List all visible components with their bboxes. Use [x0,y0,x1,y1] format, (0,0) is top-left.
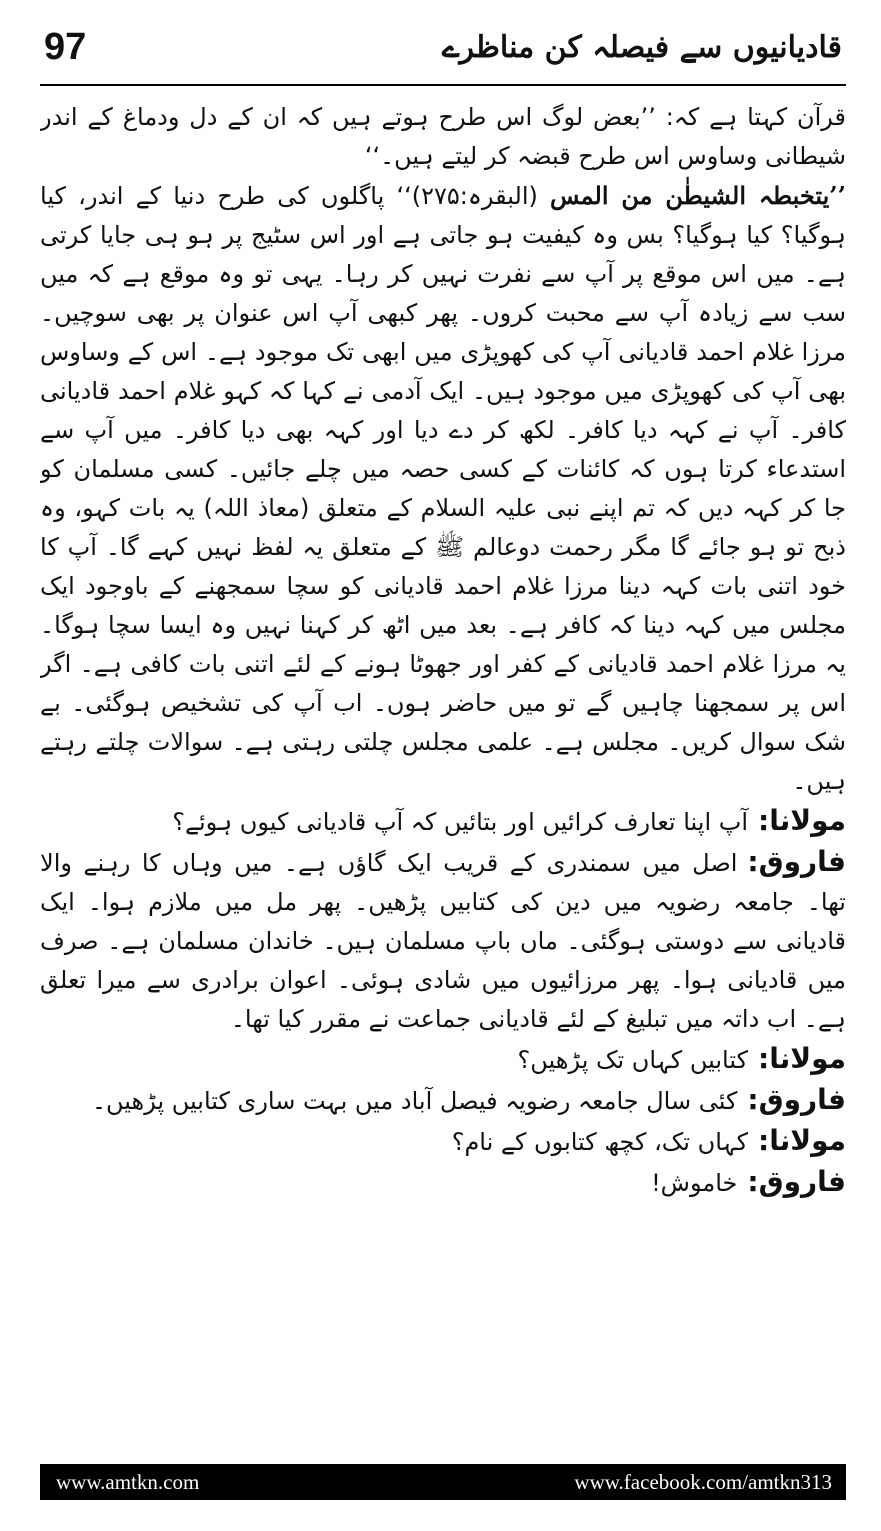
speaker-label: مولانا: [758,1042,846,1075]
dialogue-line [40,1121,846,1162]
dialogue-line [40,1162,846,1203]
dialogue-line [40,1080,846,1121]
page-body [40,98,846,1443]
dialogue-text: کئی سال جامعہ رضویہ فیصل آباد میں بہت ساری کتابیں پڑھیں۔ [91,1087,738,1115]
ayah-reference: (البقرہ:۲۷۵) [411,182,538,210]
speaker-label: فاروق: [747,845,846,878]
dialogue-line [40,801,846,842]
speaker-label: مولانا: [758,1124,846,1157]
dialogue-text: اصل میں سمندری کے قریب ایک گاؤں ہے۔ میں وہاں کا رہنے والا تھا۔ جامعہ رضویہ میں دین کی کتابیں پڑھیں۔ پھر مل میں ملازم ہوا۔ ایک قادیانی سے دوستی ہوگئی۔ ماں باپ مسلمان ہیں۔ خاندان مسلمان ہے۔ صرف میں قادیانی ہوا۔ پھر مرزائیوں میں شادی ہوئی۔ اعوان برادری سے میرا تعلق ہے۔ اب داتہ میں تبلیغ کے لئے قادیانی جماعت نے مقرر کیا تھا۔ [40,849,846,1033]
page-number: 97 [44,26,87,68]
footer-website-link[interactable]: www.amtkn.com [56,1470,200,1494]
running-title: قادیانیوں سے فیصلہ کن مناظرے [441,30,842,65]
paragraph-main-text: ‘‘ پاگلوں کی طرح دنیا کے اندر، کیا ہوگیا؟ کیا ہوگیا؟ بس وہ کیفیت ہو جاتی ہے اور اس سٹیج پر ہو ہی جایا کرتی ہے۔ میں اس موقع پر آپ سے نفرت نہیں کر رہا۔ یہی تو وہ موقع ہے کہ میں سب سے زیادہ آپ سے محبت کروں۔ پھر کبھی آپ اس عنوان پر بھی سوچیں۔ مرزا غلام احمد قادیانی آپ کی کھوپڑی میں ابھی تک موجود ہے۔ اس کے وساوس بھی آپ کی کھوپڑی میں موجود ہیں۔ ایک آدمی نے کہا کہ کہو غلام احمد قادیانی کافر۔ آپ نے کہہ دیا کافر۔ لکھ کر دے دیا اور کہہ بھی دیا کافر۔ میں آپ سے استدعاء کرتا ہوں کہ کائنات کے کسی حصہ میں چلے جائیں۔ کسی مسلمان کو جا کر کہہ دیں کہ تم اپنے نبی علیہ السلام کے متعلق (معاذ اللہ) یہ بات کہو، وہ ذبح تو ہو جائے گا مگر رحمت دوعالم ﷺ کے متعلق یہ لفظ نہیں کہے گا۔ آپ کا خود اتنی بات کہہ دینا مرزا غلام احمد قادیانی کو سچا سمجھنے کے باوجود ایک مجلس میں کہہ دینا کہ کافر ہے۔ بعد میں اٹھ کر کہنا نہیں وہ ایسا سچا ہوگا۔ یہ مرزا غلام احمد قادیانی کے کفر اور جھوٹا ہونے کے لئے اتنی بات کافی ہے۔ اگر اس پر سمجھنا چاہیں گے تو میں حاضر ہوں۔ اب آپ کی تشخیص ہوگئی۔ بے شک سوال کریں۔ مجلس ہے۔ علمی مجلس چلتی رہتی ہے۔ سوالات چلتے رہتے ہیں۔ [40,182,846,795]
page-header [40,22,846,86]
speaker-label: فاروق: [747,1083,846,1116]
footer-bar [40,1464,846,1500]
paragraph-main [40,176,846,801]
paragraph-quran-quote: قرآن کہتا ہے کہ: ’’بعض لوگ اس طرح ہوتے ہیں کہ ان کے دل ودماغ کے اندر شیطانی وساوس اس طرح قبضہ کر لیتے ہیں۔‘‘ [40,103,846,170]
footer-facebook-link[interactable]: www.facebook.com/amtkn313 [574,1470,832,1494]
speaker-label: فاروق: [747,1165,846,1198]
dialogue-text: خاموش! [651,1169,738,1197]
ayah-arabic: ’’یتخبطہ الشیطٰن من المس [550,181,846,210]
dialogue-line [40,1039,846,1080]
dialogue-text: کہاں تک، کچھ کتابوں کے نام؟ [451,1128,749,1156]
speaker-label: مولانا: [758,804,846,837]
dialogue-line [40,842,846,1039]
dialogue-text: کتابیں کہاں تک پڑھیں؟ [517,1046,749,1074]
dialogue-text: آپ اپنا تعارف کرائیں اور بتائیں کہ آپ قادیانی کیوں ہوئے؟ [172,808,749,836]
